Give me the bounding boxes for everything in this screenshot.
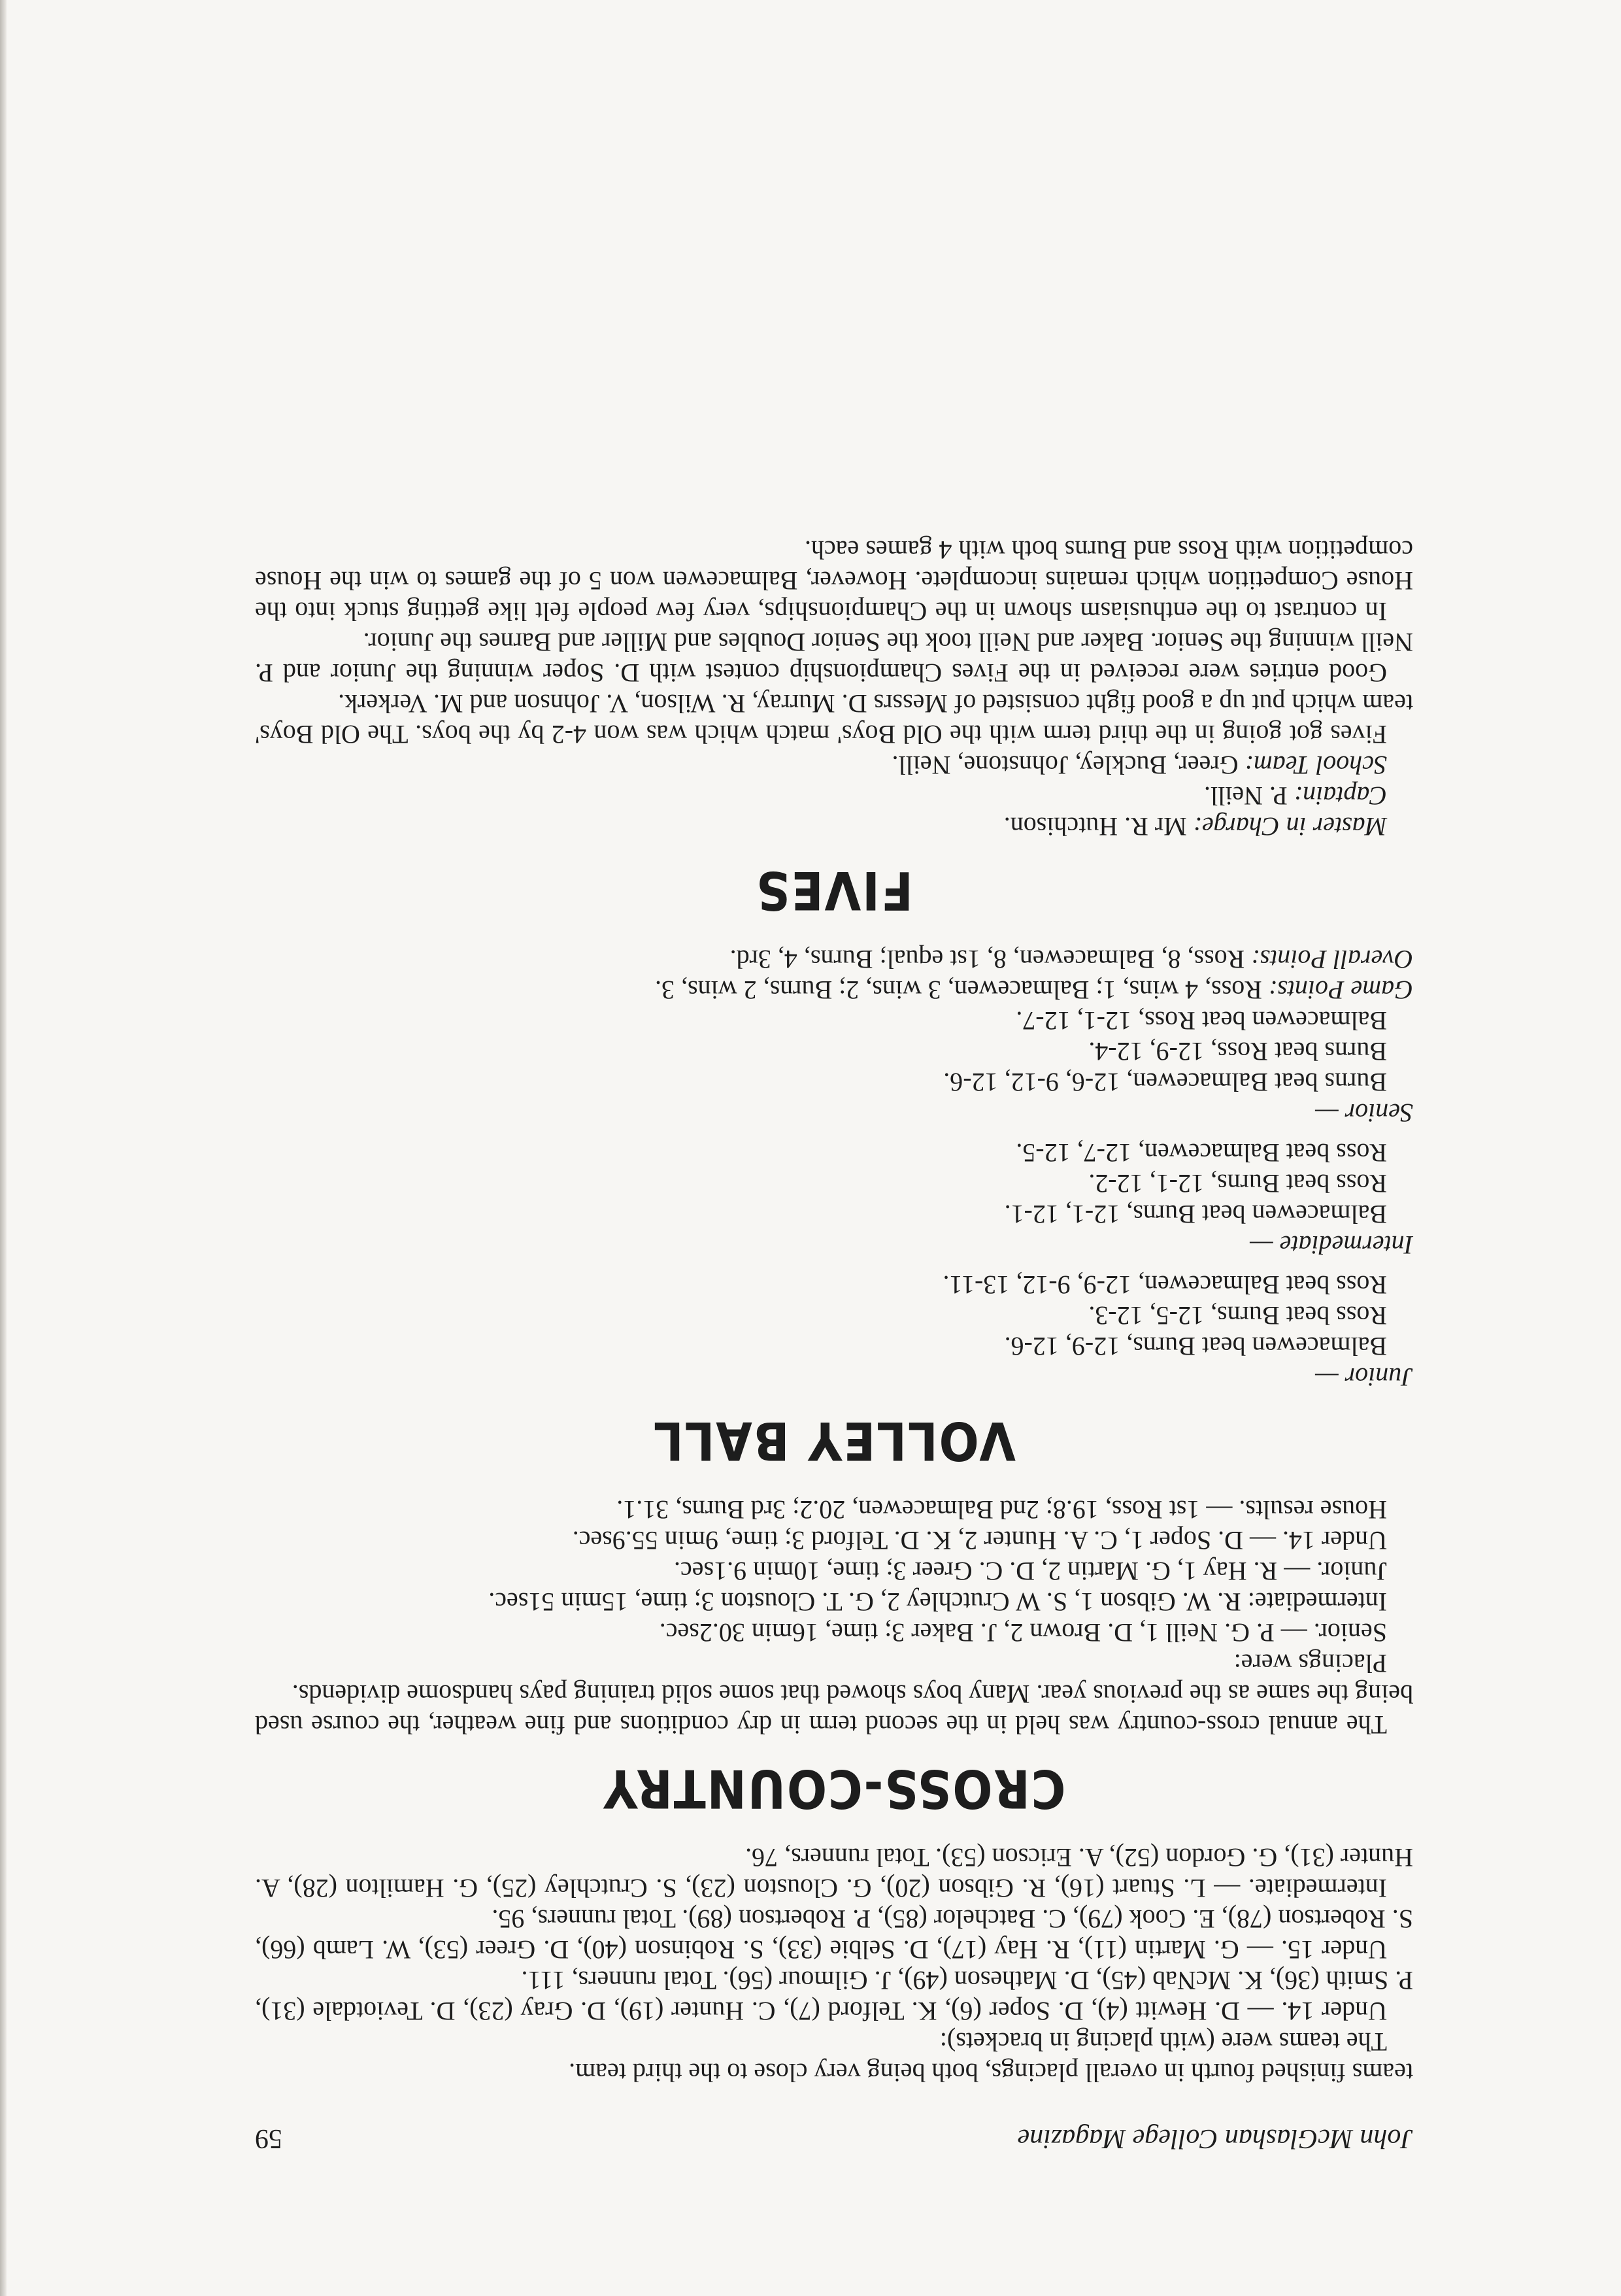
result-line: Balmacewen beat Ross, 12-1, 12-7. bbox=[1016, 1006, 1387, 1036]
teams-intro: The teams were (with placing in brackets): bbox=[939, 2027, 1387, 2057]
section-heading-volley-ball: VOLLEY BALL bbox=[652, 1410, 1016, 1471]
placing-junior: Junior. — R. Hay 1, G. Martin 2, D. C. Greer 3; time, 10min 9.1sec. bbox=[674, 1557, 1387, 1586]
master-text: Mr R. Hutchison. bbox=[1003, 812, 1187, 841]
game-points-label: Game Points: bbox=[1268, 975, 1413, 1005]
section-heading-cross-country: CROSS-COUNTRY bbox=[602, 1758, 1066, 1819]
school-team-label: School Team: bbox=[1245, 751, 1387, 780]
journal-title: John McGlashan College Magazine bbox=[1017, 2123, 1413, 2153]
result-line: Ross beat Burns, 12-1, 12-2. bbox=[1088, 1169, 1387, 1198]
school-team-text: Greer, Buckley, Johnstone, Neill. bbox=[892, 751, 1239, 780]
placing-under14: Under 14. — D. Soper 1, C. A. Hunter 2, K. D. Telford 3; time, 9min 55.9sec. bbox=[572, 1526, 1387, 1555]
page-content bbox=[255, 535, 1413, 2153]
house-results: House results. — 1st Ross, 19.8; 2nd Balmacewen, 20.2; 3rd Burns, 31.1. bbox=[616, 1495, 1387, 1525]
continued-paragraph: teams finished fourth in overall placings, both being very close to the third team. bbox=[569, 2058, 1413, 2087]
team-intermediate: Intermediate. — L. Stuart (16), R. Gibson (20), G. Clouston (23), S. Crutchley (25), G. Hamilton (28), A. Hunter (31), G. Gordon (52), A. Ericson (53). Total runners, 76. bbox=[255, 1843, 1413, 1903]
result-line: Ross beat Burns, 12-5, 12-3. bbox=[1088, 1301, 1387, 1330]
result-line: Burns beat Ross, 12-9, 12-4. bbox=[1088, 1037, 1387, 1066]
senior-label: Senior — bbox=[1315, 1098, 1413, 1128]
result-line: Burns beat Balmacewen, 12-6, 9-12, 12-6. bbox=[943, 1068, 1387, 1097]
cross-country-paragraph: The annual cross-country was held in the second term in dry conditions and fine weather, the course used being the same as the previous year. Many boys showed that some solid training pays handsome dividends. bbox=[255, 1680, 1413, 1740]
running-header bbox=[255, 2112, 1413, 2153]
intermediate-label: Intermediate — bbox=[1250, 1230, 1413, 1260]
master-label: Master in Charge: bbox=[1193, 812, 1387, 841]
result-line: Balmacewen beat Burns, 12-9, 12-6. bbox=[1004, 1332, 1387, 1361]
master-in-charge bbox=[255, 811, 1413, 842]
result-line: Ross beat Balmacewen, 12-7, 12-5. bbox=[1016, 1138, 1387, 1168]
fives-paragraph: Fives got going in the third term with the Old Boys' match which was won 4-2 by the boys. The Old Boys' team which put up a good fight consisted of Messrs D. Murray, R. Wilson, V. Johnson and M. Verkerk. bbox=[255, 689, 1413, 749]
captain bbox=[255, 781, 1413, 811]
result-line: Balmacewen beat Burns, 12-1, 12-1. bbox=[1004, 1200, 1387, 1229]
placing-intermediate: Intermediate: R. W. Gibson 1, S. W Crutchley 2, G. T. Clouston 3; time, 15min 51sec. bbox=[488, 1587, 1387, 1617]
team-under14: Under 14. — D. Hewitt (4), D. Soper (6), K. Telford (7), C. Hunter (19), D. Gray (23), D. Teviotdale (31), P. Smith (36), K. McNab (45), D. Matheson (49), J. Gilmour (56). Total runners, 111. bbox=[255, 1966, 1413, 2026]
team-under15: Under 15. — G. Martin (11), R. Hay (17), D. Selbie (33), S. Robinson (40), D. Greer (53), W. Lamb (66), S. Robertson (78), E. Cook (79), C. Batchelor (85), P. Robertson (89). Total runners, 95. bbox=[255, 1904, 1413, 1965]
overall-points-label: Overall Points: bbox=[1251, 945, 1413, 974]
fives-paragraph: Good entries were received in the Fives Championship contest with D. Soper winning the Junior and P. Neill winning the Senior. Baker and Neill took the Senior Doubles and Miller and Barnes the Junior. bbox=[255, 628, 1413, 688]
page-number: 59 bbox=[255, 2123, 282, 2153]
result-line: Ross beat Balmacewen, 12-9, 9-12, 13-11. bbox=[943, 1270, 1387, 1300]
captain-text: P. Neill. bbox=[1203, 781, 1288, 811]
placing-senior: Senior. — P. G. Neill 1, D. Brown 2, J. Baker 3; time, 16min 30.2sec. bbox=[659, 1618, 1387, 1647]
junior-label: Junior — bbox=[1315, 1362, 1413, 1392]
game-points bbox=[255, 975, 1413, 1005]
section-heading-fives: FIVES bbox=[755, 860, 913, 920]
overall-points-text: Ross, 8, Balmacewen, 8, 1st equal; Burns, 4, 3rd. bbox=[729, 945, 1245, 974]
overall-points bbox=[255, 944, 1413, 975]
game-points-text: Ross, 4 wins, 1; Balmacewen, 3 wins, 2; Burns, 2 wins, 3. bbox=[655, 975, 1262, 1005]
fives-paragraph: In contrast to the enthusiasm shown in the Championships, very few people felt like getting stuck into the House Competition which remains incomplete. However, Balmacewen won 5 of the games to win the House competition with Ross and Burns both with 4 games each. bbox=[255, 535, 1413, 626]
school-team bbox=[255, 750, 1413, 781]
captain-label: Captain: bbox=[1294, 781, 1387, 811]
placings-label: Placings were: bbox=[1233, 1649, 1387, 1678]
